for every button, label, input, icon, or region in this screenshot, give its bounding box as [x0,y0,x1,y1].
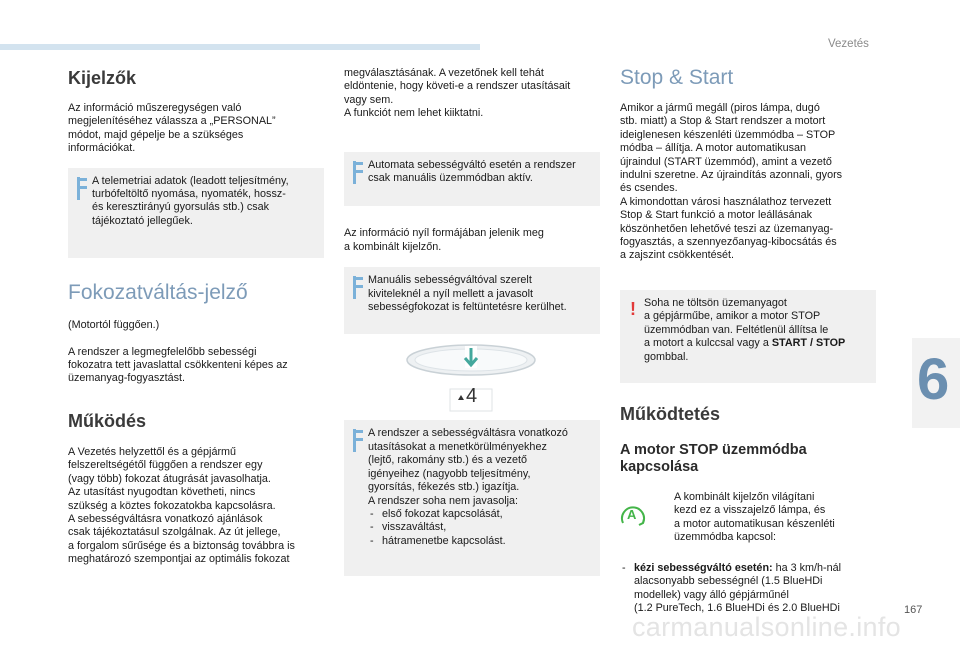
manual-gearbox-label: kézi sebességváltó esetén: [634,561,773,574]
manual-gearbox-note-text: Manuális sebességváltóval szerelt kiviteleknél a nyíl mellett a javasolt sebességfokozat is feltüntetésre kerülhet. [368,274,567,314]
operating-heading: Működtetés [620,403,721,424]
chapter-title: Vezetés [828,38,869,50]
stop-mode-indicator [620,491,876,549]
operation-heading: Működés [68,410,147,431]
column-1 [68,62,324,567]
list-item: - hátramenetbe kapcsolást. [368,535,592,548]
not-recommended-list [368,508,592,548]
stop-start-text: Amikor a jármű megáll (piros lámpa, dugó stb. miatt) a Stop & Start rendszer a motort ideiglenesen készenléti üzemmódba – STOP módba – állítja. A motor automatikusan újraindul (START üzemmód), amint a vezető indulni szeretne. Az újraindítás azonnali, gyors és csendes. A kimondottan városi használathoz tervezett Stop & Start funkció a motor leállásának köszönhetően lehetővé teszi az üzemanyag- fogyasztás, a szennyezőanyag-kibocsátás és a zajszint csökkentését. [620,102,843,262]
continued-text: megválasztásának. A vezetőnek kell tehát eldöntenie, hogy követi-e a rendszer utasításait vagy sem. A funkciót nem lehet kiiktatni. [344,67,571,120]
gear-shift-illustration [344,344,600,414]
auto-icon-letter: A [627,506,637,522]
displays-heading: Kijelzők [68,68,137,88]
stop-conditions-list [620,562,876,616]
safety-note-text: A rendszer a sebességváltásra vonatkozó utasításokat a menetkörülményekhez (lejtő, rakomány stb.) és a vezető igényeihez (nagyobb teljesítmény, gyorsítás, fékezés stb.) igazítja. A rendszer soha nem javasolja: [368,427,568,507]
header-accent-bar [0,44,480,50]
list-item: - kézi sebességváltó esetén: ha 3 km/h-nál alacsonyabb sebességnél (1.5 BlueHDi modellek) vagy álló gépjárműnél (1.2 PureTech, 1.6 BlueHDi és 2.0 BlueHDi [620,562,876,616]
displays-text: Az információ műszeregységen való megjelenítéséhez válassza a „PERSONAL” módot, majd gépelje be a szükséges információkat. [68,102,276,155]
manual-gearbox-note [344,267,600,334]
telemetry-note [68,168,324,259]
refuelling-warning [620,290,876,383]
column-2 [344,62,600,576]
column-3 [620,62,876,616]
page-number: 167 [904,604,923,616]
recommended-gear: 4 [466,385,478,408]
warning-text: Soha ne töltsön üzemanyagot a gépjárműbe, amikor a motor STOP üzemmódban van. Feltétlenül állítsa le a motort a kulccsal vagy a START / STOP gombbal. [644,296,846,363]
list-item: - első fokozat kapcsolását, [368,508,592,521]
start-stop-label: START / STOP [771,337,846,350]
automatic-gearbox-note [344,152,600,207]
chapter-number: 6 [917,347,950,412]
gear-engine-note: (Motortól függően.) [68,319,160,332]
safety-note [344,420,600,576]
warning-icon: ! [630,298,636,319]
stop-start-heading: Stop & Start [620,66,734,89]
operation-text: A Vezetés helyzettől és a gépjármű felszereltségétől függően a rendszer egy (vagy több) fokozat átugrását javasolhatja. Az utasítást nyugodtan követheti, nincs szükség a köztes fokozatokba kapcsolásra. A sebességváltásra vonatkozó ajánlások csak tájékoztatásul szolgálnak. Az út jellege, a forgalom sűrűsége és a biztonság továbbra is meghatározó szempontjai az optimális fokozat [68,445,295,566]
gear-text: A rendszer a legmegfelelőbb sebességi fokozatra tett javaslattal csökkenteni képes az üzemanyag-fogyasztást. [68,345,288,385]
stop-mode-text: A kombinált kijelzőn világítani kezd ez a visszajelző lámpa, és a motor automatikusan készenléti üzemmódba kapcsol: [674,490,835,544]
automatic-gearbox-note-text: Automata sebességváltó esetén a rendszer csak manuális üzemmódban aktív. [368,158,576,185]
arrow-text: Az információ nyíl formájában jelenik meg a kombinált kijelzőn. [344,227,544,253]
telemetry-note-text: A telemetriai adatok (leadott teljesítmény, turbófeltöltő nyomása, nyomaték, hossz- és keresztirányú gyorsulás stb.) csak tájékoztató jellegűek. [92,174,289,227]
stop-mode-heading: A motor STOP üzemmódba kapcsolása [620,441,807,475]
list-item: - visszaváltást, [368,521,592,534]
watermark: carmanualsonline.info [632,612,901,642]
gear-indicator-heading: Fokozatváltás-jelző [68,281,248,305]
